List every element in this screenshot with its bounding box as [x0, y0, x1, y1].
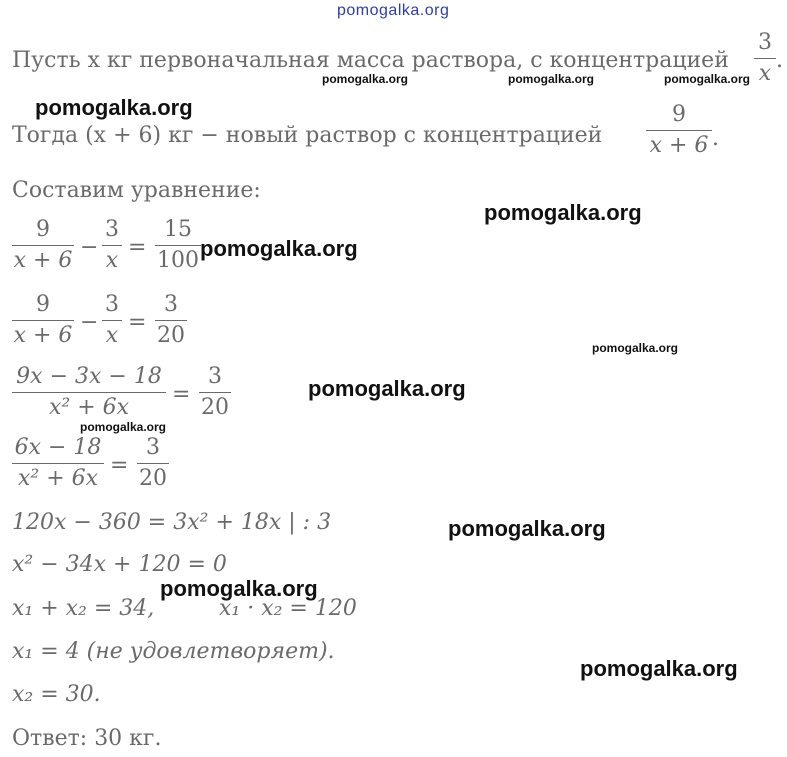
equals-sign: =	[128, 235, 147, 260]
line-end-dot: .	[776, 48, 783, 73]
eq2-fraction-1	[12, 294, 74, 347]
fraction-denominator: 20	[201, 395, 229, 420]
fraction-numerator: 9x − 3x − 18	[16, 364, 162, 389]
fraction-bar	[137, 463, 169, 464]
fraction-numerator: 15	[164, 217, 192, 242]
fraction-bar	[754, 58, 776, 59]
root-1: x₁ = 4 (не удовлетворяет).	[12, 639, 335, 664]
fraction-denominator: x	[105, 323, 119, 348]
eq4-fraction-1	[12, 437, 104, 490]
fraction-bar	[12, 320, 74, 321]
eq2-fraction-2	[102, 294, 122, 347]
watermark: pomogalka.org	[200, 236, 358, 261]
root-2: x₂ = 30.	[12, 682, 101, 707]
equals-sign: =	[172, 382, 191, 407]
vieta-product: x₁ · x₂ = 120	[219, 596, 357, 621]
top-watermark: pomogalka.org	[337, 2, 450, 19]
fraction-numerator: 3	[164, 292, 178, 317]
fraction-denominator: 20	[157, 323, 185, 348]
concentration-fraction-2	[646, 104, 712, 157]
watermark: pomogalka.org	[484, 200, 642, 225]
minus-sign: −	[80, 310, 99, 335]
fraction-numerator: 3	[105, 292, 119, 317]
fraction-denominator: 20	[139, 466, 167, 491]
fraction-bar	[199, 392, 231, 393]
answer: Ответ: 30 кг.	[12, 726, 162, 751]
fraction-numerator: 9	[672, 102, 686, 127]
watermark: pomogalka.org	[580, 656, 738, 681]
watermark: pomogalka.org	[664, 72, 751, 86]
equals-sign: =	[110, 453, 129, 478]
fraction-numerator: 3	[208, 364, 222, 389]
equation-6: x² − 34x + 120 = 0	[12, 552, 227, 577]
fraction-denominator: x	[758, 61, 772, 86]
fraction-denominator: x	[105, 248, 119, 273]
fraction-denominator: x + 6	[649, 133, 709, 158]
compose-equation-line: Составим уравнение:	[12, 178, 261, 203]
watermark: pomogalka.org	[592, 341, 679, 355]
watermark: pomogalka.org	[160, 576, 318, 601]
fraction-denominator: x + 6	[13, 323, 73, 348]
fraction-bar	[102, 320, 122, 321]
watermark: pomogalka.org	[448, 516, 606, 541]
vieta-sum: x₁ + x₂ = 34,	[12, 596, 155, 621]
watermark: pomogalka.org	[80, 420, 167, 434]
eq2-fraction-3	[155, 294, 187, 347]
equation-5: 120x − 360 = 3x² + 18x | : 3	[12, 510, 332, 535]
fraction-numerator: 3	[758, 30, 772, 55]
fraction-numerator: 3	[146, 435, 160, 460]
fraction-denominator: x + 6	[13, 248, 73, 273]
equals-sign: =	[128, 310, 147, 335]
fraction-bar	[12, 392, 166, 393]
watermark: pomogalka.org	[308, 376, 466, 401]
concentration-fraction-1	[754, 32, 776, 85]
fraction-denominator: 100	[157, 248, 199, 273]
eq1-fraction-3	[155, 219, 201, 272]
fraction-bar	[155, 245, 201, 246]
line-end-dot: .	[712, 126, 719, 151]
fraction-denominator: x² + 6x	[48, 395, 130, 420]
fraction-bar	[12, 463, 104, 464]
eq4-fraction-2	[137, 437, 169, 490]
fraction-bar	[12, 245, 74, 246]
minus-sign: −	[80, 235, 99, 260]
fraction-bar	[102, 245, 122, 246]
fraction-bar	[155, 320, 187, 321]
new-solution-line: Тогда (x + 6) кг − новый раствор с концентрацией	[12, 123, 603, 148]
eq1-fraction-1	[12, 219, 74, 272]
eq3-fraction-1	[12, 366, 166, 419]
fraction-numerator: 3	[105, 217, 119, 242]
watermark: pomogalka.org	[35, 95, 193, 120]
intro-line: Пусть x кг первоначальная масса раствора, с концентрацией	[12, 48, 729, 73]
watermark: pomogalka.org	[508, 72, 595, 86]
watermark: pomogalka.org	[322, 72, 409, 86]
eq1-fraction-2	[102, 219, 122, 272]
fraction-bar	[646, 130, 712, 131]
fraction-numerator: 6x − 18	[14, 435, 102, 460]
eq3-fraction-2	[199, 366, 231, 419]
fraction-numerator: 9	[36, 217, 50, 242]
fraction-denominator: x² + 6x	[17, 466, 99, 491]
fraction-numerator: 9	[36, 292, 50, 317]
